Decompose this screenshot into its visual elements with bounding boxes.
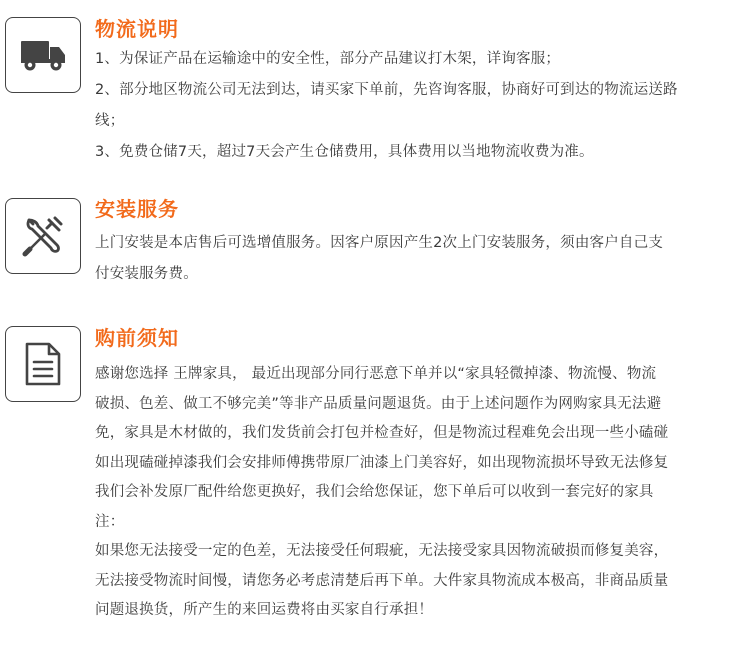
installation-line: 上门安装是本店售后可选增值服务。因客户原因产生2次上门安装服务，须由客户自己支	[95, 235, 664, 251]
truck-icon	[19, 37, 67, 73]
logistics-icon-box	[5, 17, 81, 93]
purchase-notice-title: 购前须知	[95, 326, 179, 350]
installation-text	[95, 228, 695, 290]
document-icon	[23, 341, 63, 387]
notice-line: 如出现磕碰掉漆我们会安排师傅携带原厂油漆上门美容好，如出现物流损坏导致无法修复	[95, 454, 669, 471]
tools-icon	[21, 214, 65, 258]
installation-icon-box	[5, 198, 81, 274]
installation-title: 安装服务	[95, 197, 179, 221]
logistics-text	[95, 44, 695, 168]
logistics-title: 物流说明	[95, 17, 179, 41]
notice-line: 问题退换货，所产生的来回运费将由买家自行承担！	[95, 602, 434, 618]
logistics-line: 1、为保证产品在运输途中的安全性，部分产品建议打木架，详询客服；	[95, 51, 561, 67]
logistics-line: 线；	[95, 113, 125, 129]
notice-line: 感谢您选择 王牌家具， 最近出现部分同行恶意下单并以“家具轻微掉漆、物流慢、物流	[95, 366, 657, 382]
notice-line: 如果您无法接受一定的色差，无法接受任何瑕疵，无法接受家具因物流破损而修复美容，	[95, 543, 669, 559]
logistics-line: 2、部分地区物流公司无法到达，请买家下单前，先咨询客服，协商好可到达的物流运送路	[95, 82, 678, 98]
installation-line: 付安装服务费。	[95, 266, 198, 282]
notice-line: 破损、色差、做工不够完美”等非产品质量问题退货。由于上述问题作为网购家具无法避	[95, 395, 662, 412]
notice-line: 我们会补发原厂配件给您更换好，我们会给您保证，您下单后可以收到一套完好的家具	[95, 484, 654, 500]
notice-icon-box	[5, 326, 81, 402]
logistics-line: 3、免费仓储7天，超过7天会产生仓储费用，具体费用以当地物流收费为准。	[95, 144, 594, 160]
notice-line: 无法接受物流时间慢，请您务必考虑清楚后再下单。大件家具物流成本极高，非商品质量	[95, 572, 669, 589]
notice-line: 免，家具是木材做的，我们发货前会打包并检查好，但是物流过程难免会出现一些小磕碰	[95, 425, 669, 441]
notice-line: 注：	[95, 513, 125, 530]
purchase-notice-text	[95, 360, 695, 626]
